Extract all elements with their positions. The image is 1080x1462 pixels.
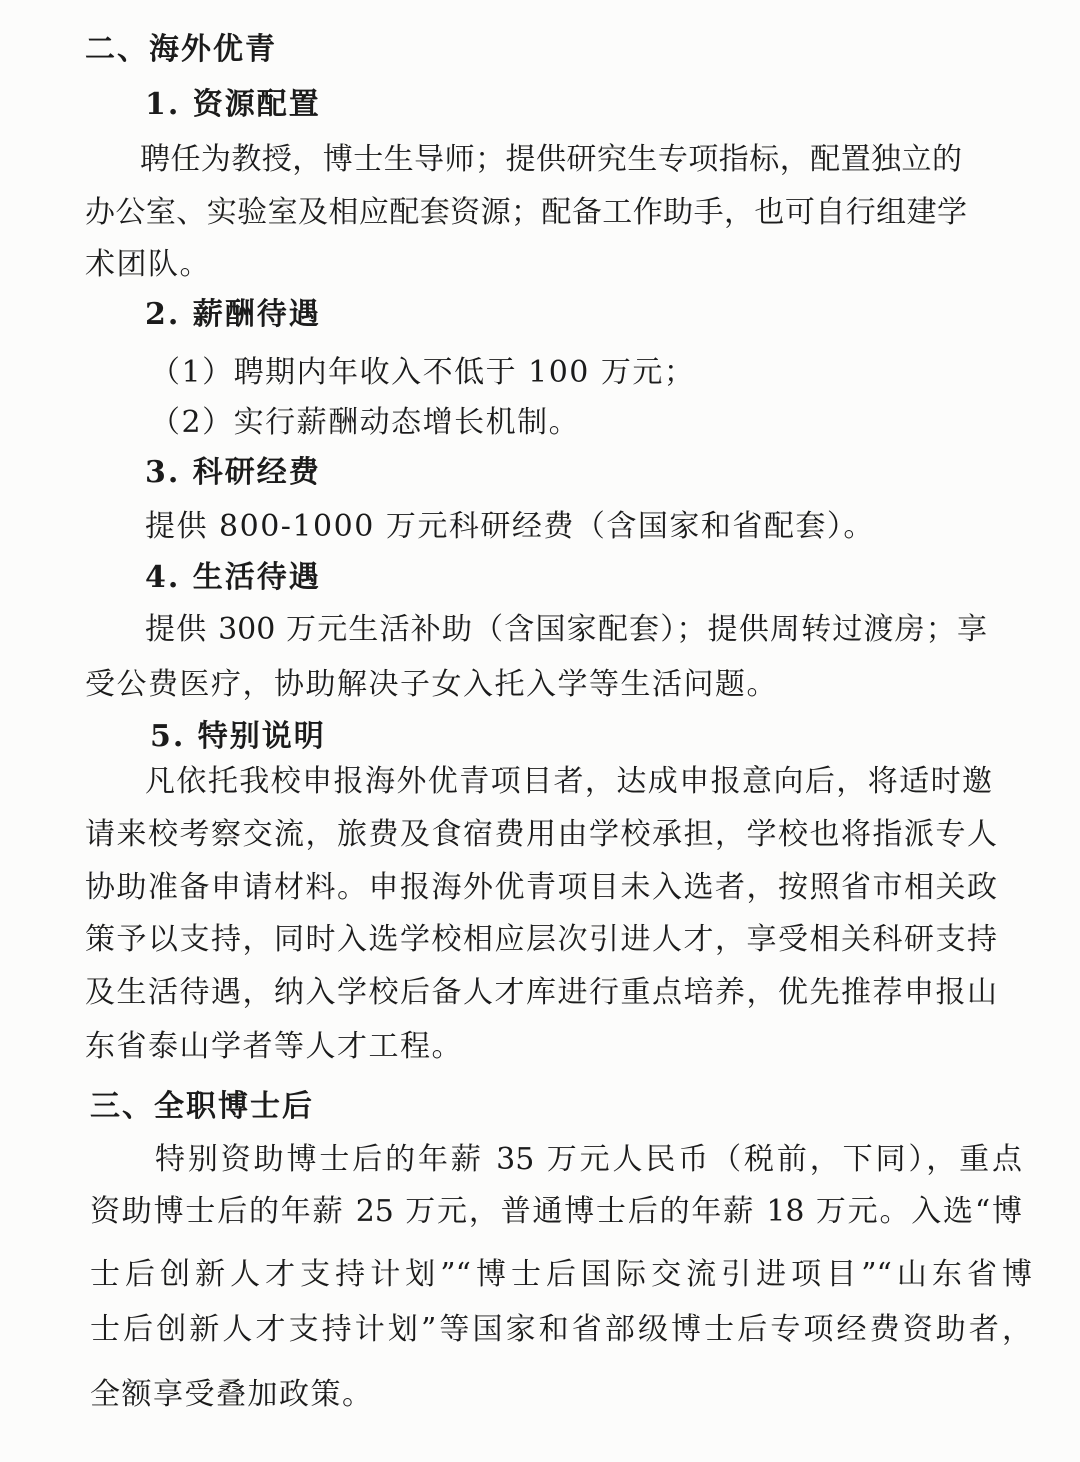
subheading-living: 4. 生活待遇 bbox=[145, 560, 321, 595]
paragraph-line: （1）聘期内年收入不低于 100 万元； bbox=[150, 355, 696, 390]
paragraph-line: （2）实行薪酬动态增长机制。 bbox=[150, 405, 581, 440]
paragraph-line: 特别资助博士后的年薪 35 万元人民币（税前，下同），重点 bbox=[155, 1142, 1022, 1177]
paragraph-line: 请来校考察交流，旅费及食宿费用由学校承担，学校也将指派专人 bbox=[85, 817, 997, 852]
paragraph-line: 聘任为教授，博士生导师；提供研究生专项指标，配置独立的 bbox=[140, 142, 962, 177]
paragraph-line: 协助准备申请材料。申报海外优青项目未入选者，按照省市相关政 bbox=[85, 870, 997, 905]
paragraph-line: 受公费医疗，协助解决子女入托入学等生活问题。 bbox=[85, 667, 778, 702]
subheading-special-notes: 5. 特别说明 bbox=[150, 719, 326, 754]
section-heading-postdoc: 三、全职博士后 bbox=[90, 1089, 314, 1124]
paragraph-line: 东省泰山学者等人才工程。 bbox=[85, 1029, 463, 1064]
subheading-salary: 2. 薪酬待遇 bbox=[145, 297, 321, 332]
paragraph-line: 凡依托我校申报海外优青项目者，达成申报意向后，将适时邀 bbox=[145, 764, 992, 799]
paragraph-line: 士后创新人才支持计划”等国家和省部级博士后专项经费资助者， bbox=[90, 1312, 1032, 1347]
paragraph-line: 及生活待遇，纳入学校后备人才库进行重点培养，优先推荐申报山 bbox=[85, 975, 997, 1010]
paragraph-line: 全额享受叠加政策。 bbox=[90, 1377, 374, 1412]
paragraph-line: 提供 800-1000 万元科研经费（含国家和省配套）。 bbox=[145, 509, 875, 544]
subheading-research-funding: 3. 科研经费 bbox=[145, 455, 321, 490]
paragraph-line: 士后创新人才支持计划”“博士后国际交流引进项目”“山东省博 bbox=[90, 1257, 1032, 1292]
subheading-resources: 1. 资源配置 bbox=[145, 87, 321, 122]
paragraph-line: 策予以支持，同时入选学校相应层次引进人才，享受相关科研支持 bbox=[85, 922, 997, 957]
paragraph-line: 办公室、实验室及相应配套资源；配备工作助手，也可自行组建学 bbox=[85, 195, 967, 230]
paragraph-line: 术团队。 bbox=[85, 247, 211, 282]
paragraph-line: 资助博士后的年薪 25 万元，普通博士后的年薪 18 万元。入选“博 bbox=[90, 1194, 1022, 1229]
section-heading-overseas-youth: 二、海外优青 bbox=[85, 32, 277, 67]
paragraph-line: 提供 300 万元生活补助（含国家配套）；提供周转过渡房；享 bbox=[145, 612, 987, 647]
